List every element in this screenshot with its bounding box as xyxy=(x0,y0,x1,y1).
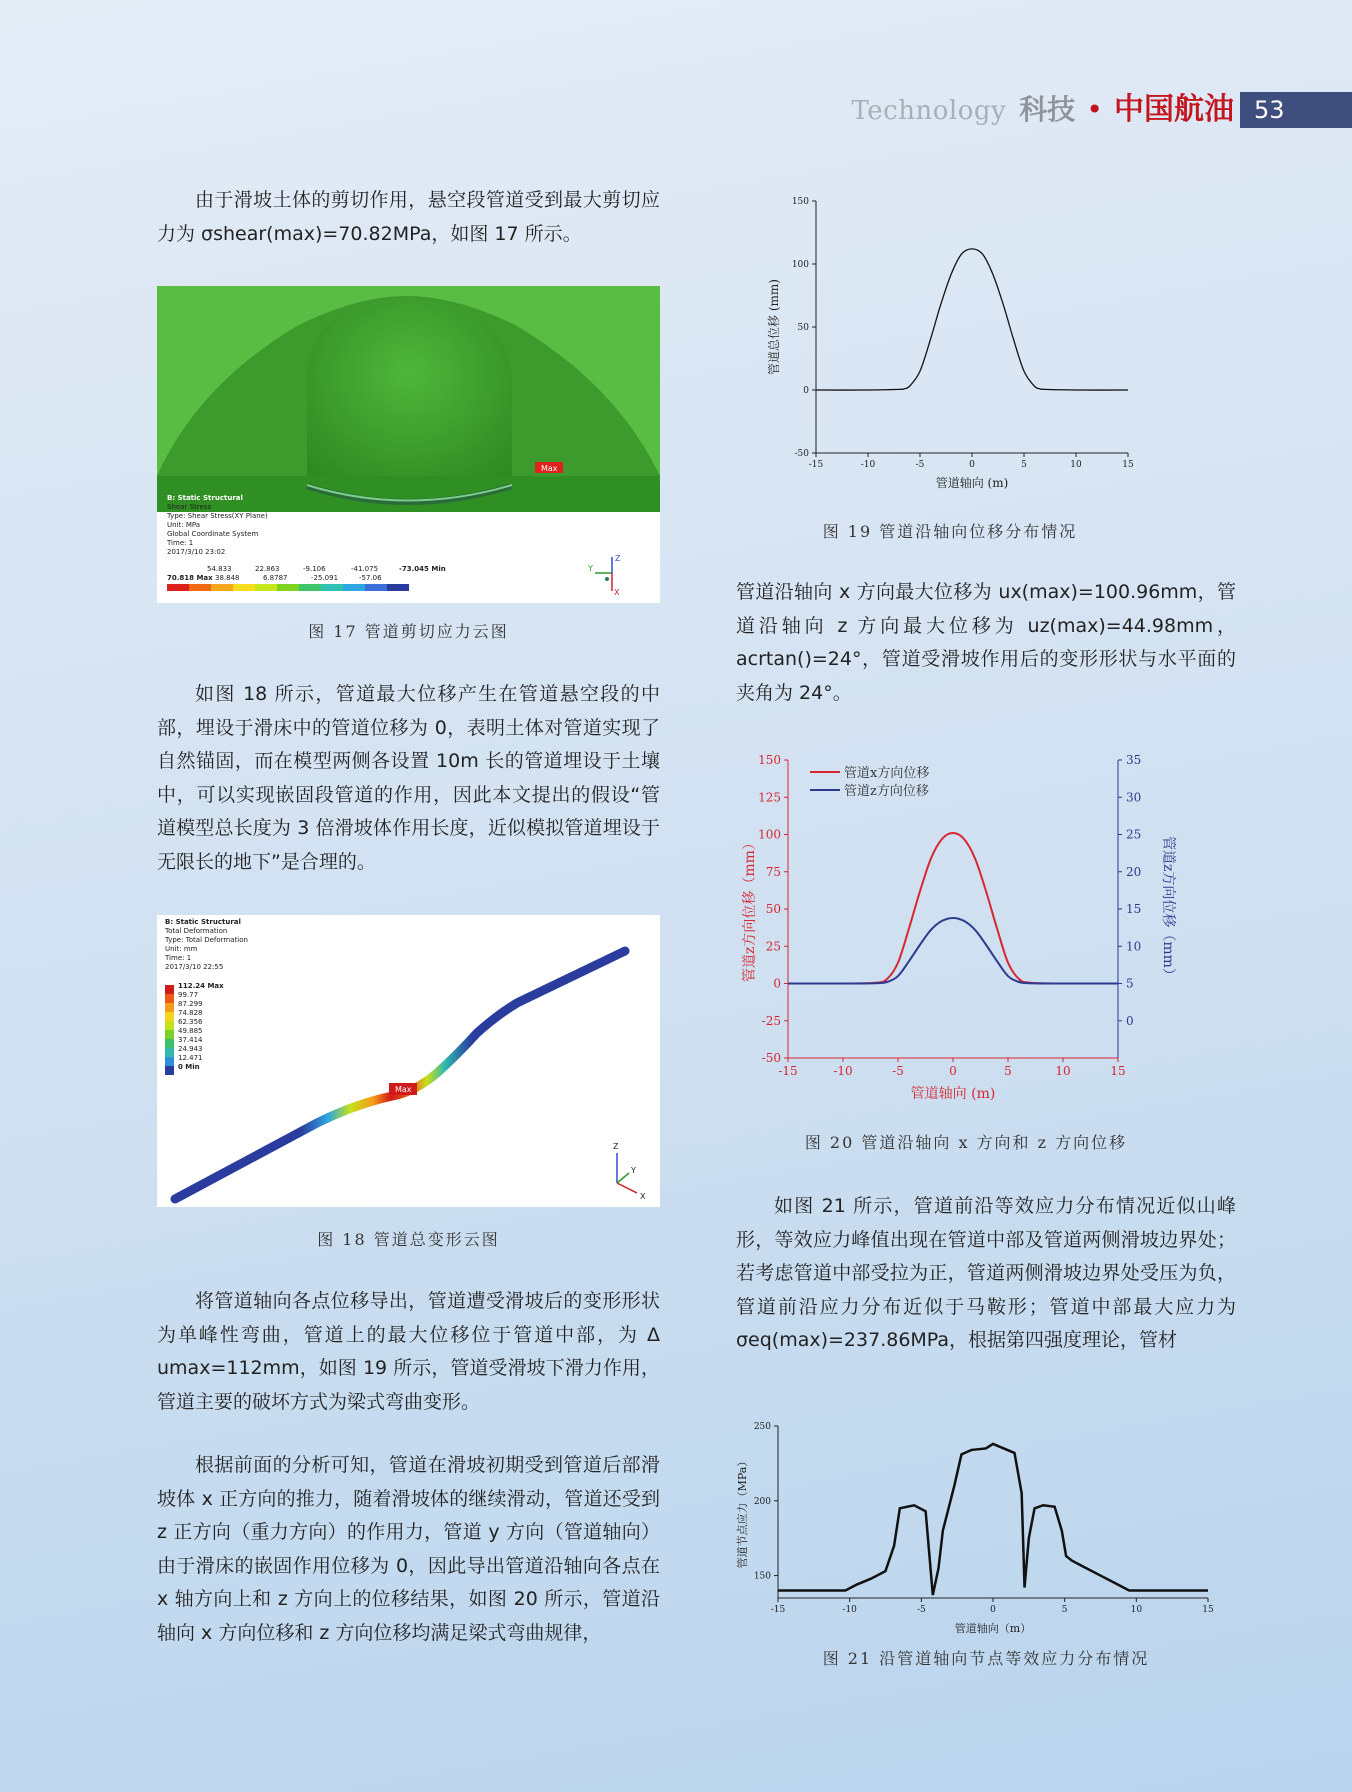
y-tick-label: 150 xyxy=(758,753,781,767)
x-tick-label: 15 xyxy=(1202,1605,1214,1615)
scale-swatch xyxy=(167,584,189,591)
fig18-color-scale xyxy=(165,982,245,1079)
paragraph-text: 如图 21 所示，管道前沿等效应力分布情况近似山峰形，等效应力峰值出现在管道中部及管道两侧滑坡边界处；若考虑管道中部受拉为正，管道两侧滑坡边界处受压为负，管道前沿应力分布近似于马鞍形；管道中部最大应力为 σeq(max)=237.86MPa，根据第四强度理论，管材 xyxy=(736,1195,1236,1351)
header-english: Technology xyxy=(851,96,1007,126)
x-axis-label: 管道轴向 (m) xyxy=(935,476,1009,490)
scale-label: -9.106 xyxy=(303,565,326,573)
scale-label: 12.471 xyxy=(178,1054,203,1062)
paragraph-text: 将管道轴向各点位移导出，管道遭受滑坡后的变形形状为单峰性弯曲，管道上的最大位移位于管道中部，为 Δ umax=112mm，如图 19 所示，管道受滑坡下滑力作用，管道主要的破坏方式为梁式弯曲变形。 xyxy=(157,1290,660,1413)
scale-swatch xyxy=(387,584,409,591)
scale-label: 0 Min xyxy=(178,1063,200,1071)
scale-swatch xyxy=(255,584,277,591)
right-tick-label: 20 xyxy=(1126,864,1142,879)
right-tick-label: 30 xyxy=(1126,790,1142,805)
page-number: 53 xyxy=(1240,92,1352,128)
page-header xyxy=(0,92,1352,128)
x-tick-label: 0 xyxy=(990,1605,996,1615)
y-axis-label: 管道总位移 (mm) xyxy=(767,279,781,375)
figure-20-caption: 图 20 管道沿轴向 x 方向和 z 方向位移 xyxy=(804,1133,1128,1152)
scale-swatch xyxy=(165,1048,174,1057)
left-paragraph-1 xyxy=(157,184,660,251)
figure-19-caption: 图 19 管道沿轴向位移分布情况 xyxy=(822,522,1078,541)
y-tick-label: 100 xyxy=(791,260,809,270)
legend-line: B: Static Structural xyxy=(167,494,243,502)
x-tick-label: -10 xyxy=(833,1064,853,1078)
scale-label: 6.8787 xyxy=(263,574,288,582)
scale-label: 87.299 xyxy=(178,1000,203,1008)
legend-line: B: Static Structural xyxy=(165,918,241,926)
scale-label: 62.356 xyxy=(178,1018,203,1026)
y-tick-label: 75 xyxy=(765,864,781,879)
scale-label: 38.848 xyxy=(215,574,240,582)
x-tick-label: -5 xyxy=(915,460,925,470)
figure-21-chart xyxy=(736,1418,1236,1635)
scale-swatch xyxy=(165,1003,174,1012)
scale-swatch xyxy=(277,584,299,591)
y-axis-label: 管道z方向位移（mm） xyxy=(742,836,758,982)
x-axis-label: 管道轴向（m） xyxy=(954,1622,1032,1635)
y-tick-label: -50 xyxy=(794,449,809,459)
fig17-axis-triad xyxy=(587,551,637,596)
legend-line: Total Deformation xyxy=(165,927,228,935)
paragraph-text: 管道沿轴向 x 方向最大位移为 ux(max)=100.96mm，管道沿轴向 z 方向最大位移为 uz(max)=44.98mm，acrtan()=24°，管道受滑坡作用后的变形形状与水平面的夹角为 24°。 xyxy=(736,581,1236,704)
scale-label: 37.414 xyxy=(178,1036,203,1044)
fig18-axis-triad xyxy=(613,1142,646,1201)
x-tick-label: 0 xyxy=(949,1064,957,1078)
scale-swatch xyxy=(165,1030,174,1039)
x-tick-label: 5 xyxy=(1061,1605,1068,1615)
right-tick-label: 35 xyxy=(1126,753,1142,767)
x-tick-label: -15 xyxy=(778,1064,798,1078)
paragraph-text: 由于滑坡土体的剪切作用，悬空段管道受到最大剪切应力为 σshear(max)=70.82MPa，如图 17 所示。 xyxy=(157,189,660,245)
scale-swatch xyxy=(165,985,174,994)
series-line xyxy=(788,918,1118,984)
scale-label: -57.06 xyxy=(359,574,382,582)
scale-swatch xyxy=(189,584,211,591)
x-tick-label: -10 xyxy=(860,460,876,470)
figure-19-chart xyxy=(740,185,1160,510)
scale-swatch xyxy=(165,1012,174,1021)
scale-swatch xyxy=(165,1057,174,1066)
series-line xyxy=(788,833,1118,984)
y-tick-label: 0 xyxy=(773,976,781,991)
x-tick-label: 5 xyxy=(1021,460,1027,470)
legend-line: Type: Shear Stress(XY Plane) xyxy=(167,512,268,520)
scale-label: 74.828 xyxy=(178,1009,203,1017)
x-tick-label: 15 xyxy=(1110,1064,1126,1078)
scale-swatch xyxy=(165,1066,174,1075)
left-paragraph-4 xyxy=(157,1449,660,1650)
scale-label: -25.091 xyxy=(311,574,339,582)
y-tick-label: 25 xyxy=(765,939,781,954)
axis-label: X xyxy=(640,1192,646,1201)
scale-label: 70.818 Max xyxy=(167,574,213,582)
x-tick-label: -15 xyxy=(808,460,824,470)
scale-swatch xyxy=(165,1039,174,1048)
series-line xyxy=(816,249,1128,390)
right-tick-label: 10 xyxy=(1126,939,1142,954)
scale-swatch xyxy=(211,584,233,591)
scale-label: -41.075 xyxy=(351,565,379,573)
scale-swatch xyxy=(365,584,387,591)
y-tick-label: 100 xyxy=(758,827,781,842)
scale-label: 24.943 xyxy=(178,1045,203,1053)
x-tick-label: -5 xyxy=(892,1064,904,1078)
series-line xyxy=(778,1444,1208,1595)
figure-18-image xyxy=(157,915,660,1207)
header-section: 科技 xyxy=(1019,93,1076,126)
scale-swatch xyxy=(299,584,321,591)
legend-label: 管道z方向位移 xyxy=(844,784,929,799)
y-tick-label: 0 xyxy=(803,386,809,396)
fig18-max-label: Max xyxy=(395,1085,412,1094)
y-tick-label: 50 xyxy=(765,902,781,916)
header-separator: • xyxy=(1086,93,1103,126)
axis-label: Y xyxy=(631,1166,636,1175)
legend-line: Unit: MPa xyxy=(167,521,201,529)
axis-label: Z xyxy=(615,554,621,563)
right-tick-label: 5 xyxy=(1126,976,1134,991)
y-tick-label: -50 xyxy=(761,1051,781,1065)
y-axis-label: 管道节点应力（MPa） xyxy=(736,1455,749,1569)
x-tick-label: 10 xyxy=(1055,1064,1071,1078)
scale-label: 112.24 Max xyxy=(178,982,224,990)
paragraph-text: 如图 18 所示，管道最大位移产生在管道悬空段的中部，埋设于滑床中的管道位移为 0，表明土体对管道实现了自然锚固，而在模型两侧各设置 10m 长的管道埋设于土壤中，可以实现嵌固段管道的作用，因此本文提出的假设“管道模型总长度为 3 倍滑坡体作用长度，近似模拟管道埋设于无限长的地下”是合理的。 xyxy=(157,683,660,873)
legend-line: Time: 1 xyxy=(167,539,194,547)
right-paragraph-1 xyxy=(736,576,1236,710)
right-tick-label: 25 xyxy=(1126,827,1142,842)
y-tick-label: 150 xyxy=(791,197,809,207)
left-paragraph-3 xyxy=(157,1285,660,1419)
paragraph-text: 根据前面的分析可知，管道在滑坡初期受到管道后部滑坡体 x 正方向的推力，随着滑坡体的继续滑动，管道还受到 z 正方向（重力方向）的作用力，管道 y 方向（管道轴向）由于滑床的嵌固作用位移为 0，因此导出管道沿轴向各点在 x 轴方向上和 z 方向上的位移结果，如图 20 所示，管道沿轴向 x 方向位移和 z 方向位移均满足梁式弯曲规律， xyxy=(157,1454,660,1644)
scale-label: -73.045 Min xyxy=(399,565,446,573)
legend-line: Unit: mm xyxy=(165,945,198,953)
right-tick-label: 15 xyxy=(1126,902,1142,916)
x-tick-label: -5 xyxy=(916,1605,926,1615)
scale-swatch xyxy=(165,994,174,1003)
scale-swatch xyxy=(343,584,365,591)
legend-line: Time: 1 xyxy=(165,954,192,962)
legend-line: 2017/3/10 23:02 xyxy=(167,548,226,556)
legend-line: Global Coordinate System xyxy=(167,530,259,538)
header-title xyxy=(851,92,1234,128)
scale-label: 54.833 xyxy=(207,565,232,573)
figure-17-image xyxy=(157,286,660,603)
scale-swatch xyxy=(233,584,255,591)
x-tick-label: -15 xyxy=(770,1605,786,1615)
y-tick-label: 200 xyxy=(753,1496,771,1507)
y-tick-label: 250 xyxy=(753,1422,771,1432)
axis-label: X xyxy=(614,588,620,596)
fig18-legend-text xyxy=(165,918,248,972)
fig17-max-label: Max xyxy=(541,464,558,473)
header-brand: 中国航油 xyxy=(1114,92,1234,127)
legend-line: Shear Stress xyxy=(167,503,212,511)
scale-swatch xyxy=(321,584,343,591)
legend-line: Type: Total Deformation xyxy=(165,936,248,944)
x-tick-label: 15 xyxy=(1122,460,1134,470)
fig17-legend-text xyxy=(167,494,268,557)
axis-label: Y xyxy=(588,564,593,573)
x-tick-label: 10 xyxy=(1070,460,1082,470)
x-tick-label: 0 xyxy=(969,460,975,470)
scale-label: 99.77 xyxy=(178,991,199,999)
left-paragraph-2 xyxy=(157,678,660,879)
scale-swatch xyxy=(165,1021,174,1030)
figure-20-chart xyxy=(736,750,1196,1110)
scale-label: 49.885 xyxy=(178,1027,203,1035)
y-tick-label: -25 xyxy=(761,1013,781,1028)
axis-label: Z xyxy=(613,1142,619,1151)
x-axis-label: 管道轴向 (m) xyxy=(910,1086,996,1102)
legend-line: 2017/3/10 22:55 xyxy=(165,963,224,971)
y-tick-label: 125 xyxy=(758,790,781,805)
figure-21-caption: 图 21 沿管道轴向节点等效应力分布情况 xyxy=(822,1649,1150,1668)
right-paragraph-2 xyxy=(736,1190,1236,1358)
right-tick-label: 0 xyxy=(1126,1013,1134,1028)
x-tick-label: 10 xyxy=(1130,1605,1143,1615)
y-tick-label: 150 xyxy=(753,1571,771,1582)
y-tick-label: 50 xyxy=(797,323,809,333)
x-tick-label: -10 xyxy=(842,1605,857,1615)
right-axis-label: 管道z方向位移（mm） xyxy=(1160,836,1176,982)
figure-18-caption: 图 18 管道总变形云图 xyxy=(317,1230,500,1249)
fig17-color-scale xyxy=(167,565,446,596)
legend-label: 管道x方向位移 xyxy=(844,766,930,781)
figure-17-caption: 图 17 管道剪切应力云图 xyxy=(308,622,509,641)
scale-label: 22.863 xyxy=(255,565,280,573)
x-tick-label: 5 xyxy=(1004,1064,1012,1078)
